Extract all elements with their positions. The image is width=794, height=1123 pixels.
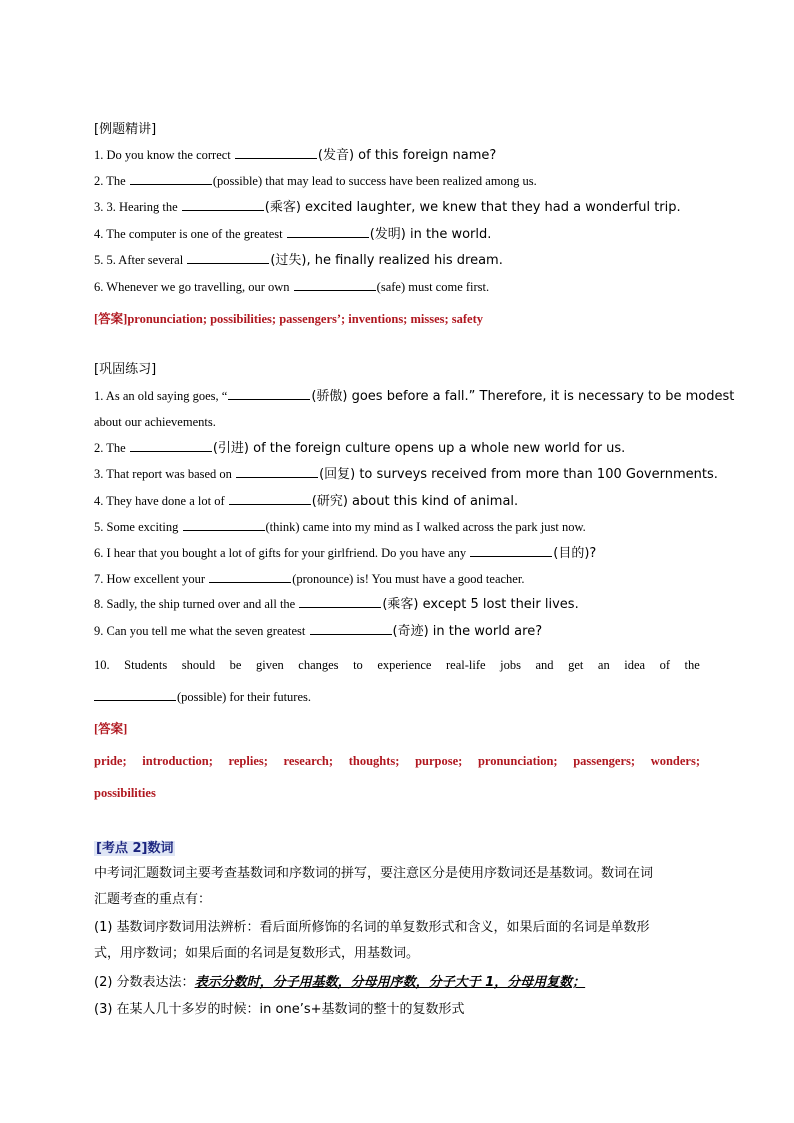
practice-question-3: 3. That report was based on (回复) to surveys received from more than 100 Governments. [94,467,718,482]
section-heading-practice: [巩固练习] [94,362,157,377]
practice-question-4: 4. They have done a lot of (研究) about this kind of animal. [94,494,519,509]
numerals-rule-3: (3) 在某人几十多岁的时候：in one’s+基数词的整十的复数形式 [94,1002,465,1017]
example-question-2: 2. The (possible) that may lead to success have been realized among us. [94,174,537,188]
practice-question-9: 9. Can you tell me what the seven greatest (奇迹) in the world are? [94,624,543,639]
answer-blank[interactable] [209,571,291,583]
numerals-intro-line-1: 中考词汇题数词主要考查基数词和序数词的拼写，要注意区分是使用序数词还是基数词。数词在词 [94,866,654,881]
example-question-6: 6. Whenever we go travelling, our own (safe) must come first. [94,280,490,294]
practice-question-7: 7. How excellent your (pronounce) is! You must have a good teacher. [94,572,525,586]
practice-question-1-continued: about our achievements. [94,415,216,429]
practice-question-10: 10. Students should be given changes to experience real-life jobs and get an idea of the [94,658,700,672]
practice-question-8: 8. Sadly, the ship turned over and all the (乘客) except 5 lost their lives. [94,597,579,612]
practice-question-5: 5. Some exciting (think) came into my mind as I walked across the park just now. [94,520,586,534]
answer-blank[interactable] [183,519,265,531]
example-question-5: 5. 5. After several (过失), he finally realized his dream. [94,253,503,268]
practice-answer-label: [答案] [94,722,128,736]
practice-question-6: 6. I hear that you bought a lot of gifts for your girlfriend. Do you have any (目的)? [94,546,597,561]
answer-blank[interactable] [294,279,376,291]
practice-answer-key: pride; introduction; replies; research; thoughts; purpose; pronunciation; passengers; wonders; [94,754,700,768]
section-heading-examples: [例题精讲] [94,122,157,137]
answer-blank[interactable] [236,466,318,478]
answer-blank[interactable] [182,199,264,211]
numerals-rule-1-continued: 式，用序数词；如果后面的名词是复数形式，用基数词。 [94,946,420,961]
section-heading-numerals: [考点 2]数词 [96,841,174,856]
practice-question-1: 1. As an old saying goes, “ (骄傲) goes before a fall.” Therefore, it is necessary to be modest [94,389,735,404]
answer-blank[interactable] [310,623,392,635]
answer-blank[interactable] [130,173,212,185]
answer-blank[interactable] [470,545,552,557]
answer-blank[interactable] [235,147,317,159]
answer-blank[interactable] [229,493,311,505]
numerals-rule-1: (1) 基数词序数词用法辨析：看后面所修饰的名词的单复数形式和含义，如果后面的名词是单数形 [94,920,650,935]
example-question-3: 3. 3. Hearing the (乘客) excited laughter, we knew that they had a wonderful trip. [94,200,681,215]
answer-blank[interactable] [287,226,369,238]
answer-blank[interactable] [228,388,310,400]
answer-blank[interactable] [94,689,176,701]
example-question-1: 1. Do you know the correct (发音) of this foreign name? [94,148,497,163]
numerals-rule-2: (2) 分数表达法：表示分数时，分子用基数，分母用序数，分子大于 1，分母用复数； [94,975,586,990]
answer-blank[interactable] [130,440,212,452]
answer-blank[interactable] [299,596,381,608]
example-question-4: 4. The computer is one of the greatest (发明) in the world. [94,227,492,242]
practice-question-10-continued: (possible) for their futures. [94,689,311,705]
answer-blank[interactable] [187,252,269,264]
practice-answer-key-continued: possibilities [94,786,156,800]
numerals-intro-line-2: 汇题考查的重点有： [94,892,212,907]
example-answer-key: [答案]pronunciation; possibilities; passengers’; inventions; misses; safety [94,312,484,326]
practice-question-2: 2. The (引进) of the foreign culture opens up a whole new world for us. [94,441,626,456]
